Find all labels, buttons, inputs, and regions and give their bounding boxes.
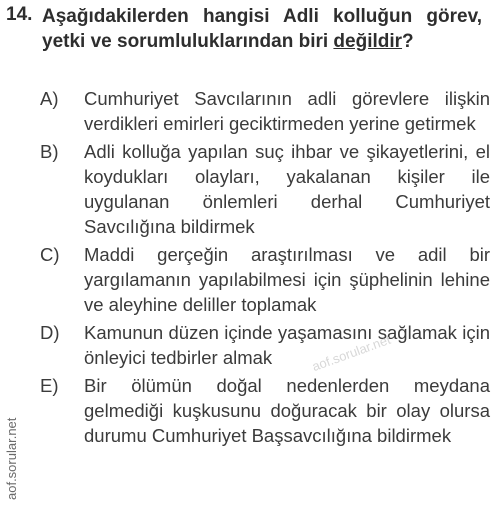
- option-letter: E): [40, 375, 59, 396]
- question-text: Aşağıdakilerden hangisi Adli kolluğun görev, yetki ve sorumluluklarından biri: [42, 6, 482, 52]
- question-mark: ?: [402, 31, 414, 52]
- option-text: Cumhuriyet Savcılarının adli görevlere ilişkin verdikleri emirleri geciktirmeden yerine getirmek: [84, 88, 490, 134]
- question-number: 14.: [6, 4, 33, 25]
- option-letter: D): [40, 322, 60, 343]
- option-letter: A): [40, 88, 59, 109]
- option-b[interactable]: [40, 139, 490, 239]
- option-d[interactable]: [40, 320, 490, 370]
- option-e[interactable]: [40, 373, 490, 448]
- option-letter: B): [40, 141, 59, 162]
- option-letter: C): [40, 244, 60, 265]
- question-stem: [42, 4, 482, 54]
- answer-options: [40, 86, 490, 451]
- question-negation: değildir: [333, 31, 403, 52]
- option-a[interactable]: [40, 86, 490, 136]
- side-watermark-text: aof.sorular.net: [4, 417, 19, 500]
- option-c[interactable]: [40, 242, 490, 317]
- option-text: Bir ölümün doğal nedenlerden meydana gelmediği kuşkusunu doğuracak bir olay olursa durumu Cumhuriyet Başsavcılığına bildirmek: [84, 375, 490, 446]
- side-watermark: [4, 400, 20, 500]
- option-text: Adli kolluğa yapılan suç ihbar ve şikayetlerini, el koydukları olayları, yakalanan kişiler ile uygulanan önlemleri derhal Cumhuriyet Savcılığına bildirmek: [84, 141, 490, 237]
- center-watermark: aof.sorular.net: [310, 331, 393, 375]
- option-text: Maddi gerçeğin araştırılması ve adil bir yargılamanın yapılabilmesi için şüphelinin lehine ve aleyhine deliller toplamak: [84, 244, 490, 315]
- option-text: Kamunun düzen içinde yaşamasını sağlamak için önleyici tedbirler almak: [84, 322, 490, 368]
